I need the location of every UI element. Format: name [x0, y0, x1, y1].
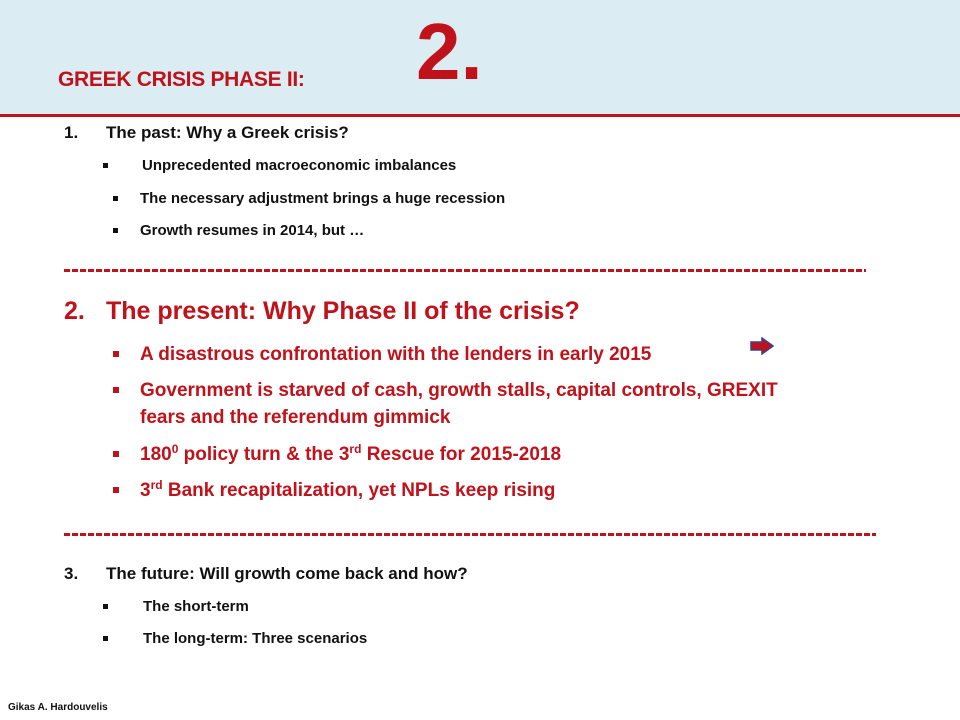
header-rule [0, 114, 960, 117]
list-item-text: Growth resumes in 2014, but … [140, 222, 365, 239]
list-item-text: Unprecedented macroeconomic imbalances [142, 157, 457, 174]
author-footer: Gikas A. Hardouvelis [8, 702, 108, 713]
section-heading-text: The past: Why a Greek crisis? [106, 123, 349, 142]
bullet-icon [103, 163, 108, 168]
list-item-text: A disastrous confrontation with the lenders in early 2015 [140, 344, 652, 365]
text-part: 180 [140, 444, 172, 465]
bullet-icon [113, 196, 118, 201]
section-heading-text: The present: Why Phase II of the crisis? [106, 297, 580, 325]
list-item-text: The short-term [143, 598, 249, 615]
section-number-label: 3. [64, 564, 79, 583]
section-number-label: 2. [64, 297, 85, 325]
bullet-icon [113, 228, 118, 233]
dashed-divider [64, 267, 866, 273]
superscript: rd [150, 478, 163, 492]
text-part: Rescue for 2015-2018 [361, 444, 562, 465]
list-item-text [140, 441, 880, 468]
section-number: 2. [416, 7, 483, 96]
bullet-icon [113, 387, 119, 393]
list-item-text [140, 377, 880, 431]
superscript: 0 [171, 442, 179, 456]
bullet-icon [113, 451, 119, 457]
slide-title: GREEK CRISIS PHASE II: [58, 68, 305, 91]
bullet-icon [103, 604, 108, 609]
bullet-icon [103, 636, 108, 641]
bullet-icon [113, 351, 119, 357]
list-item-text: The long-term: Three scenarios [143, 630, 368, 647]
list-item-line: Government is starved of cash, growth stalls, capital controls, GREXIT [140, 380, 778, 401]
superscript: rd [349, 442, 362, 456]
section-number-label: 1. [64, 123, 79, 142]
text-part: Bank recapitalization, yet NPLs keep rising [162, 480, 556, 501]
list-item-text [140, 477, 880, 504]
list-item-text: The necessary adjustment brings a huge recession [140, 190, 506, 207]
section-heading-text: The future: Will growth come back and how? [106, 564, 468, 583]
text-part: policy turn & the 3 [178, 444, 350, 465]
text-part: 3 [140, 480, 151, 501]
dashed-divider [64, 531, 876, 537]
list-item-line: fears and the referendum gimmick [140, 407, 451, 428]
bullet-icon [113, 487, 119, 493]
right-arrow-icon [750, 337, 774, 355]
